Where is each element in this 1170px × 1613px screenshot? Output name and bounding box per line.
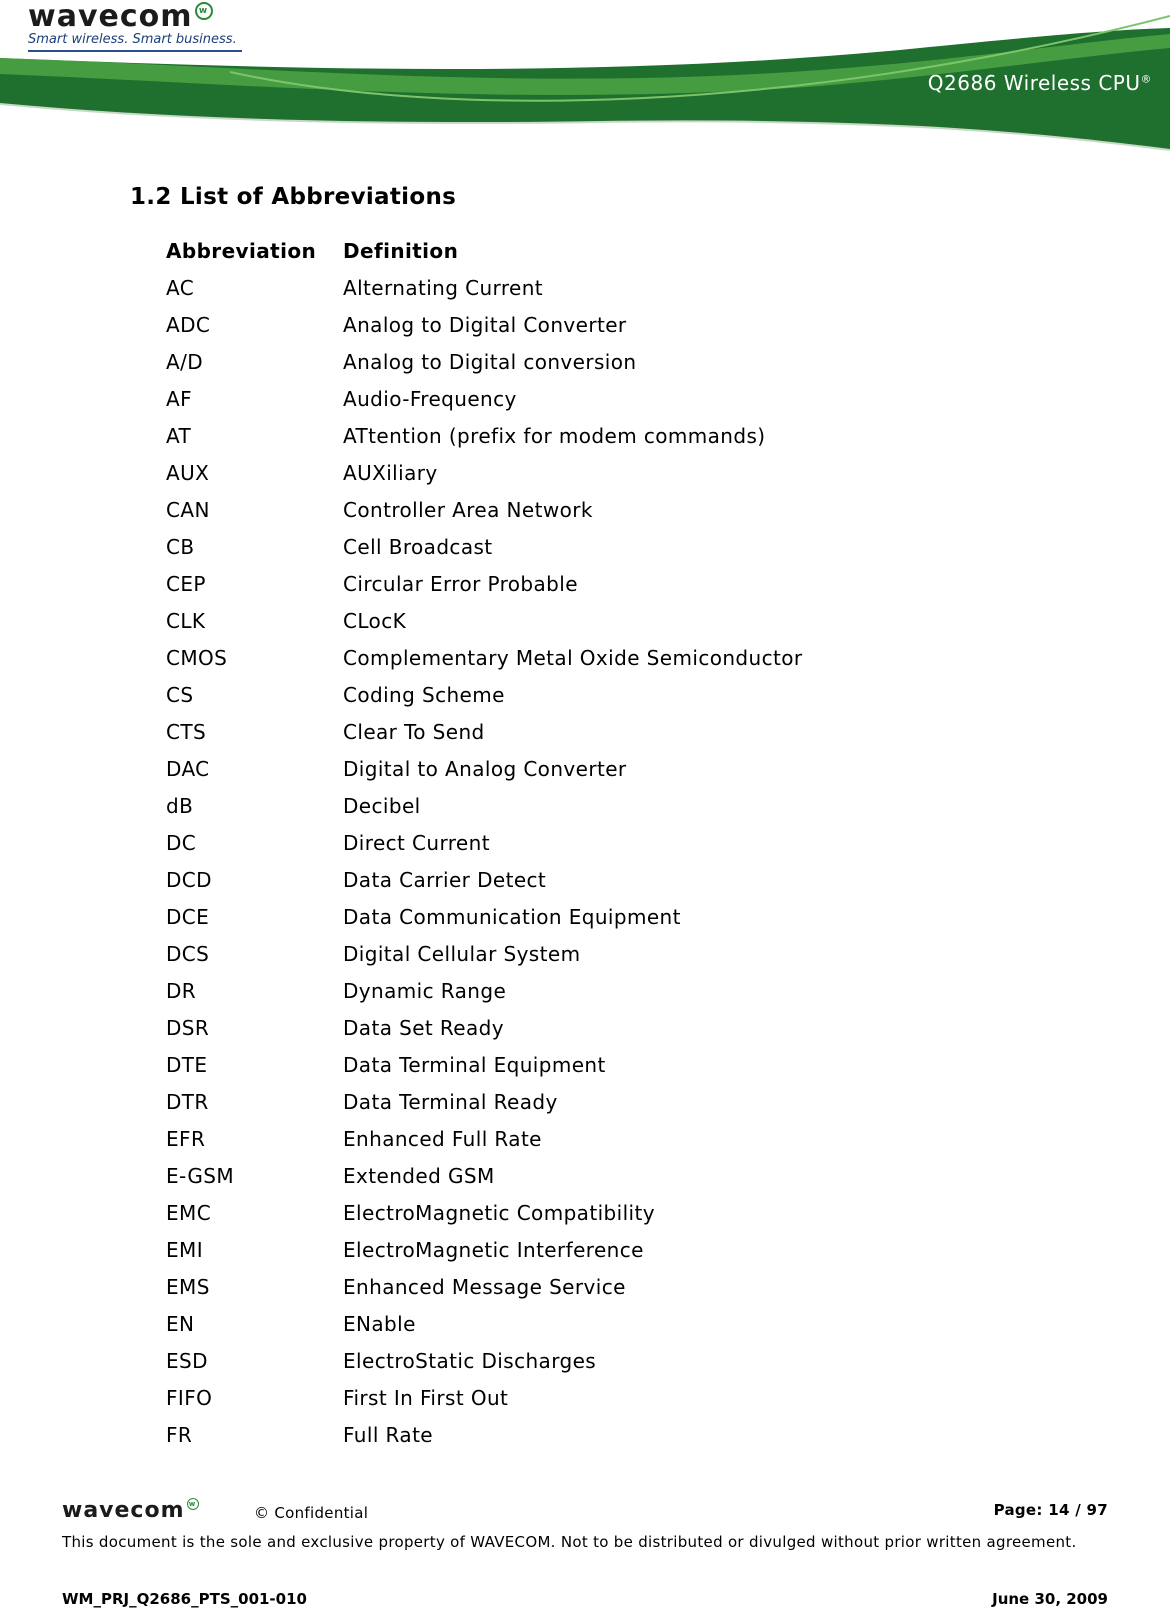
abbreviation-cell: E-GSM [166, 1163, 235, 1188]
table-row [160, 1231, 803, 1268]
product-title: Q2686 Wireless CPU® [927, 71, 1152, 95]
abbreviation-cell: CTS [166, 719, 207, 744]
table-row [160, 528, 803, 565]
table-row [160, 1194, 803, 1231]
abbreviation-cell: CEP [166, 571, 206, 596]
definition-cell: Data Carrier Detect [343, 867, 547, 892]
abbreviation-cell: AF [166, 386, 192, 411]
table-row [160, 713, 803, 750]
table-row [160, 1342, 803, 1379]
abbreviation-cell: FIFO [166, 1385, 213, 1410]
table-row [160, 1268, 803, 1305]
confidential-label: © Confidential [254, 1504, 369, 1522]
definition-cell: Analog to Digital conversion [343, 349, 637, 374]
table-row [160, 565, 803, 602]
definition-cell: Direct Current [343, 830, 490, 855]
definition-cell: Data Terminal Ready [343, 1089, 558, 1114]
table-row [160, 380, 803, 417]
definition-cell: ElectroMagnetic Interference [343, 1237, 644, 1262]
definition-cell: Analog to Digital Converter [343, 312, 627, 337]
logo-tagline: Smart wireless. Smart business. [28, 32, 242, 52]
abbreviation-cell: EMI [166, 1237, 203, 1262]
table-row [160, 1046, 803, 1083]
abbreviation-cell: DAC [166, 756, 210, 781]
definition-cell: Full Rate [343, 1422, 434, 1447]
abbreviation-cell: DC [166, 830, 197, 855]
table-row [160, 306, 803, 343]
definition-cell: ATtention (prefix for modem commands) [343, 423, 766, 448]
definition-cell: CLocK [343, 608, 407, 633]
abbreviation-cell: ADC [166, 312, 211, 337]
abbreviation-cell: A/D [166, 349, 204, 374]
definition-cell: Audio-Frequency [343, 386, 517, 411]
column-header-abbreviation: Abbreviation [166, 238, 317, 263]
abbreviation-cell: EMC [166, 1200, 212, 1225]
abbreviation-cell: DR [166, 978, 197, 1003]
table-row [160, 454, 803, 491]
wavecom-logo [28, 0, 242, 52]
page-footer [62, 1498, 1108, 1608]
definition-cell: Enhanced Full Rate [343, 1126, 542, 1151]
definition-cell: First In First Out [343, 1385, 509, 1410]
abbreviation-cell: dB [166, 793, 194, 818]
definition-cell: Data Set Ready [343, 1015, 505, 1040]
definition-cell: ElectroMagnetic Compatibility [343, 1200, 655, 1225]
legal-notice: This document is the sole and exclusive property of WAVECOM. Not to be distributed or divulged without prior written agreement. [62, 1533, 1077, 1551]
abbreviation-cell: DTR [166, 1089, 209, 1114]
table-row [160, 491, 803, 528]
definition-cell: Clear To Send [343, 719, 485, 744]
definition-cell: Controller Area Network [343, 497, 593, 522]
abbreviation-cell: EFR [166, 1126, 206, 1151]
table-row [160, 972, 803, 1009]
definition-cell: AUXiliary [343, 460, 438, 485]
definition-cell: Extended GSM [343, 1163, 495, 1188]
page-header [0, 0, 1170, 160]
table-row [160, 602, 803, 639]
table-row [160, 269, 803, 306]
definition-cell: Complementary Metal Oxide Semiconductor [343, 645, 803, 670]
definition-cell: Data Terminal Equipment [343, 1052, 606, 1077]
logo-wordmark: wavecom w [28, 0, 242, 34]
column-header-definition: Definition [343, 238, 459, 263]
abbreviation-cell: DTE [166, 1052, 208, 1077]
table-row [160, 750, 803, 787]
abbreviation-cell: CMOS [166, 645, 228, 670]
table-row [160, 676, 803, 713]
definition-cell: Alternating Current [343, 275, 544, 300]
document-reference: WM_PRJ_Q2686_PTS_001-010 [62, 1590, 307, 1608]
table-row [160, 1120, 803, 1157]
table-row [160, 898, 803, 935]
abbreviation-cell: DCS [166, 941, 210, 966]
section-title: 1.2 List of Abbreviations [130, 184, 457, 210]
table-row [160, 824, 803, 861]
definition-cell: ENable [343, 1311, 416, 1336]
page-number: Page: 14 / 97 [993, 1501, 1108, 1519]
abbreviation-cell: CB [166, 534, 195, 559]
abbreviation-cell: EN [166, 1311, 195, 1336]
table-row [160, 1009, 803, 1046]
definition-cell: Digital to Analog Converter [343, 756, 627, 781]
abbreviations-table [160, 232, 803, 1453]
registered-mark: ® [1140, 72, 1152, 86]
abbreviation-cell: AT [166, 423, 192, 448]
table-row [160, 787, 803, 824]
table-row [160, 861, 803, 898]
table-row [160, 1379, 803, 1416]
footer-logo: wavecom w [62, 1498, 199, 1523]
table-row [160, 639, 803, 676]
table-row [160, 1157, 803, 1194]
abbreviation-cell: DCE [166, 904, 210, 929]
document-date: June 30, 2009 [992, 1590, 1108, 1608]
definition-cell: Digital Cellular System [343, 941, 581, 966]
definition-cell: ElectroStatic Discharges [343, 1348, 597, 1373]
definition-cell: Enhanced Message Service [343, 1274, 626, 1299]
table-row [160, 417, 803, 454]
definition-cell: Dynamic Range [343, 978, 507, 1003]
definition-cell: Cell Broadcast [343, 534, 493, 559]
table-row [160, 1416, 803, 1453]
abbreviation-cell: ESD [166, 1348, 208, 1373]
table-row [160, 1083, 803, 1120]
abbreviation-cell: FR [166, 1422, 193, 1447]
definition-cell: Data Communication Equipment [343, 904, 681, 929]
abbreviation-cell: DSR [166, 1015, 210, 1040]
table-row [160, 1305, 803, 1342]
table-body [160, 269, 803, 1453]
abbreviation-cell: CLK [166, 608, 206, 633]
abbreviation-cell: AUX [166, 460, 210, 485]
table-row [160, 935, 803, 972]
abbreviation-cell: AC [166, 275, 195, 300]
definition-cell: Decibel [343, 793, 421, 818]
abbreviation-cell: EMS [166, 1274, 210, 1299]
definition-cell: Circular Error Probable [343, 571, 578, 596]
logo-mark-icon: w [195, 2, 213, 20]
definition-cell: Coding Scheme [343, 682, 505, 707]
footer-logo-mark-icon: w [187, 1498, 199, 1510]
abbreviation-cell: DCD [166, 867, 212, 892]
abbreviation-cell: CS [166, 682, 194, 707]
table-header-row [160, 232, 803, 269]
abbreviation-cell: CAN [166, 497, 210, 522]
table-row [160, 343, 803, 380]
